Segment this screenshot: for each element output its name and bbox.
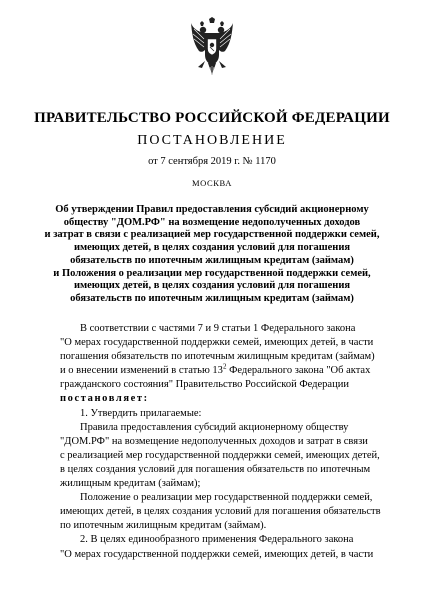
- body-line-part: и о внесении изменений в статью 13: [60, 365, 223, 377]
- title-line: и затрат в связи с реализацией мер государственной поддержки семей,: [44, 229, 380, 241]
- body-line: "ДОМ.РФ" на возмещение недополученных доходов и затрат в связи: [60, 435, 368, 447]
- date-and-number: от 7 сентября 2019 г. № 1170: [148, 156, 276, 167]
- body-line: "О мерах государственной поддержки семей, имеющих детей, в части: [60, 337, 374, 349]
- body-line: погашения обязательств по ипотечным жилищным кредитам (займам): [60, 351, 375, 363]
- body-line: Правила предоставления субсидий акционерному обществу: [80, 421, 349, 433]
- title-line: имеющих детей, в целях создания условий для погашения: [73, 280, 351, 292]
- document-body: [60, 322, 381, 562]
- body-line-part: Федерального закона "Об актах: [226, 365, 371, 377]
- document-title: [40, 204, 384, 306]
- superscript: 2: [222, 362, 227, 371]
- body-line: жилищным кредитам (займам);: [60, 478, 201, 490]
- title-line: имеющих детей, в целях создания условий для погашения: [73, 242, 351, 254]
- body-line: по ипотечным жилищным кредитам (займам).: [60, 520, 267, 532]
- body-line: гражданского состояния" Правительство Российской Федерации: [60, 379, 349, 391]
- item-1: 1. Утвердить прилагаемые:: [80, 407, 202, 419]
- body-line: в целях создания условий для погашения обязательств по ипотечным: [60, 463, 371, 475]
- resolve-word: постановляет:: [60, 393, 149, 405]
- city: МОСКВА: [191, 178, 232, 188]
- document-type: ПОСТАНОВЛЕНИЕ: [137, 133, 287, 148]
- body-line: "О мерах государственной поддержки семей, имеющих детей, в части: [60, 548, 374, 560]
- coat-of-arms-icon: [190, 17, 234, 81]
- title-line: обязательств по ипотечным жилищным кредитам (займам): [70, 292, 354, 304]
- title-line: обществу "ДОМ.РФ" на возмещение недополученных доходов: [63, 216, 361, 228]
- title-line: Об утверждении Правил предоставления субсидий акционерному: [55, 204, 369, 215]
- government-heading: ПРАВИТЕЛЬСТВО РОССИЙСКОЙ ФЕДЕРАЦИИ: [34, 110, 390, 126]
- body-line: В соответствии с частями 7 и 9 статьи 1 Федерального закона: [80, 323, 356, 334]
- title-line: и Положения о реализации мер государственной поддержки семей,: [53, 267, 371, 279]
- item-2: 2. В целях единообразного применения Федерального закона: [80, 534, 354, 546]
- title-line: обязательств по ипотечным жилищным кредитам (займам): [70, 254, 354, 266]
- body-line: [60, 364, 370, 378]
- body-line: с реализацией мер государственной поддержки семей, имеющих детей,: [60, 449, 380, 461]
- body-line: Положение о реализации мер государственной поддержки семей,: [80, 492, 373, 504]
- body-line: имеющих детей, в целях создания условий для погашения обязательств: [60, 506, 381, 518]
